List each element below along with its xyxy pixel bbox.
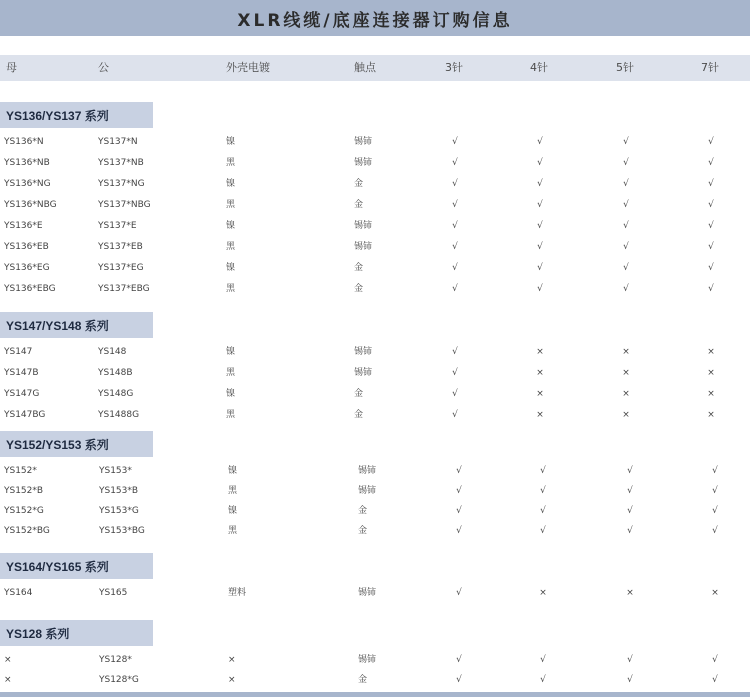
table-cell: √ — [537, 263, 543, 273]
table-cell: 锡铈 — [354, 347, 373, 357]
column-header-3pin: 3针 — [445, 61, 463, 74]
table-cell: √ — [537, 221, 543, 231]
table-cell: YS1488G — [98, 410, 140, 420]
column-header-row — [0, 55, 750, 81]
page-title: XLR线缆/底座连接器订购信息 — [237, 11, 513, 31]
table-cell: √ — [452, 347, 458, 357]
table-cell: × — [622, 410, 630, 420]
table-cell: × — [536, 389, 544, 399]
column-header-female: 母 — [6, 61, 17, 74]
table-cell: √ — [540, 526, 546, 536]
section-title: YS136/YS137 系列 — [6, 109, 109, 123]
table-cell: √ — [623, 137, 629, 147]
table-cell: YS147G — [4, 389, 40, 399]
bottom-divider — [0, 692, 750, 697]
table-cell: 镍 — [226, 179, 236, 189]
table-cell: √ — [623, 158, 629, 168]
table-cell: √ — [452, 368, 458, 378]
table-cell: 锡铈 — [354, 242, 373, 252]
table-cell: 镍 — [228, 506, 238, 516]
table-cell: √ — [712, 526, 718, 536]
table-cell: YS164 — [4, 588, 33, 598]
table-cell: √ — [627, 486, 633, 496]
section-title: YS152/YS153 系列 — [6, 438, 109, 452]
table-cell: 金 — [358, 506, 368, 516]
table-cell: YS152*BG — [4, 526, 50, 536]
table-cell: √ — [456, 655, 462, 665]
table-cell: 金 — [354, 263, 364, 273]
table-cell: 镍 — [228, 466, 238, 476]
table-cell: 黑 — [226, 200, 236, 210]
table-cell: YS153*BG — [99, 526, 145, 536]
table-cell: YS136*EG — [4, 263, 50, 273]
table-cell: √ — [708, 221, 714, 231]
section-header — [0, 102, 153, 128]
table-cell: YS137*EG — [98, 263, 144, 273]
table-cell: 镍 — [226, 347, 236, 357]
table-cell: YS148B — [98, 368, 133, 378]
table-cell: YS137*EB — [98, 242, 143, 252]
table-cell: 黑 — [226, 242, 236, 252]
table-cell: YS136*E — [4, 221, 43, 231]
table-cell: √ — [456, 506, 462, 516]
table-cell: 镍 — [226, 221, 236, 231]
table-cell: YS153*G — [99, 506, 139, 516]
table-cell: √ — [456, 675, 462, 685]
table-cell: 金 — [358, 675, 368, 685]
table-cell: √ — [456, 526, 462, 536]
table-cell: √ — [452, 200, 458, 210]
table-cell: √ — [712, 655, 718, 665]
table-cell: 镍 — [226, 263, 236, 273]
table-cell: √ — [452, 137, 458, 147]
table-cell: √ — [708, 263, 714, 273]
table-cell: √ — [452, 263, 458, 273]
table-cell: × — [707, 389, 715, 399]
table-cell: √ — [456, 466, 462, 476]
section-title: YS164/YS165 系列 — [6, 560, 109, 574]
table-cell: √ — [708, 158, 714, 168]
table-cell: 金 — [354, 410, 364, 420]
table-cell: YS136*NB — [4, 158, 50, 168]
table-cell: × — [539, 588, 547, 598]
table-cell: √ — [540, 675, 546, 685]
table-cell: × — [536, 368, 544, 378]
table-cell: 黑 — [226, 158, 236, 168]
table-cell: 黑 — [226, 410, 236, 420]
table-cell: YS137*NBG — [98, 200, 151, 210]
table-cell: √ — [452, 284, 458, 294]
table-cell: √ — [452, 242, 458, 252]
section-header — [0, 312, 153, 338]
table-cell: 锡铈 — [354, 137, 373, 147]
table-cell: × — [626, 588, 634, 598]
table-cell: YS148G — [98, 389, 134, 399]
table-cell: 锡铈 — [354, 368, 373, 378]
table-cell: √ — [537, 242, 543, 252]
table-cell: YS152*B — [4, 486, 44, 496]
table-cell: √ — [712, 675, 718, 685]
table-cell: √ — [627, 506, 633, 516]
table-cell: YS147B — [4, 368, 39, 378]
table-cell: √ — [537, 158, 543, 168]
table-cell: √ — [623, 284, 629, 294]
column-header-4pin: 4针 — [530, 61, 548, 74]
table-cell: √ — [627, 466, 633, 476]
table-cell: × — [622, 368, 630, 378]
table-cell: YS148 — [98, 347, 127, 357]
table-cell: √ — [623, 200, 629, 210]
table-cell: √ — [712, 506, 718, 516]
table-cell: 镍 — [226, 389, 236, 399]
table-cell: YS136*N — [4, 137, 44, 147]
table-cell: √ — [708, 179, 714, 189]
table-cell: √ — [540, 466, 546, 476]
section-title: YS147/YS148 系列 — [6, 319, 109, 333]
table-cell: YS152*G — [4, 506, 44, 516]
table-cell: × — [4, 655, 12, 665]
table-cell: YS137*N — [98, 137, 138, 147]
table-cell: √ — [452, 221, 458, 231]
section-header — [0, 620, 153, 646]
column-header-5pin: 5针 — [616, 61, 634, 74]
table-cell: √ — [540, 506, 546, 516]
table-cell: √ — [537, 137, 543, 147]
table-cell: 锡铈 — [354, 158, 373, 168]
table-cell: 锡铈 — [358, 466, 377, 476]
table-cell: 黑 — [228, 486, 238, 496]
table-cell: × — [536, 347, 544, 357]
table-cell: 金 — [354, 284, 364, 294]
table-cell: 金 — [354, 179, 364, 189]
table-cell: × — [228, 655, 236, 665]
column-header-7pin: 7针 — [701, 61, 719, 74]
section-header — [0, 553, 153, 579]
table-cell: √ — [537, 284, 543, 294]
table-cell: YS153*B — [99, 486, 139, 496]
table-cell: 金 — [358, 526, 368, 536]
table-cell: √ — [456, 486, 462, 496]
section-header — [0, 431, 153, 457]
column-header-male: 公 — [98, 61, 109, 74]
table-cell: √ — [708, 137, 714, 147]
table-cell: 黑 — [226, 284, 236, 294]
table-cell: × — [707, 347, 715, 357]
table-cell: √ — [537, 179, 543, 189]
table-cell: YS128* — [99, 655, 132, 665]
table-cell: √ — [623, 242, 629, 252]
table-cell: √ — [708, 200, 714, 210]
table-cell: YS147 — [4, 347, 33, 357]
table-cell: YS136*NBG — [4, 200, 57, 210]
table-cell: × — [711, 588, 719, 598]
table-cell: √ — [708, 242, 714, 252]
table-cell: YS136*EB — [4, 242, 49, 252]
table-cell: 锡铈 — [358, 588, 377, 598]
table-cell: √ — [627, 655, 633, 665]
section-title: YS128 系列 — [6, 627, 70, 641]
table-cell: YS136*NG — [4, 179, 51, 189]
table-cell: √ — [540, 655, 546, 665]
table-cell: 金 — [354, 200, 364, 210]
table-cell: YS137*NG — [98, 179, 145, 189]
table-cell: × — [622, 347, 630, 357]
table-cell: × — [536, 410, 544, 420]
table-cell: YS153* — [99, 466, 132, 476]
table-cell: 金 — [354, 389, 364, 399]
table-cell: √ — [627, 526, 633, 536]
table-cell: YS137*EBG — [98, 284, 150, 294]
table-cell: YS136*EBG — [4, 284, 56, 294]
table-cell: √ — [540, 486, 546, 496]
table-cell: √ — [712, 466, 718, 476]
table-cell: 黑 — [226, 368, 236, 378]
table-cell: YS152* — [4, 466, 37, 476]
table-cell: √ — [537, 200, 543, 210]
table-cell: × — [707, 410, 715, 420]
column-header-shell-plating: 外壳电镀 — [226, 61, 270, 74]
table-cell: × — [228, 675, 236, 685]
table-cell: 锡铈 — [358, 486, 377, 496]
table-cell: YS137*NB — [98, 158, 144, 168]
table-cell: YS137*E — [98, 221, 137, 231]
table-cell: × — [4, 675, 12, 685]
table-cell: × — [622, 389, 630, 399]
title-bar — [0, 0, 750, 36]
table-cell: 镍 — [226, 137, 236, 147]
table-cell: 塑料 — [228, 588, 247, 598]
table-cell: √ — [712, 486, 718, 496]
table-cell: √ — [623, 179, 629, 189]
table-cell: × — [707, 368, 715, 378]
table-cell: √ — [452, 158, 458, 168]
table-cell: YS128*G — [99, 675, 139, 685]
table-cell: √ — [623, 221, 629, 231]
table-cell: 锡铈 — [358, 655, 377, 665]
table-cell: YS147BG — [4, 410, 46, 420]
table-cell: YS165 — [99, 588, 128, 598]
column-header-contact: 触点 — [354, 61, 376, 74]
table-cell: √ — [452, 410, 458, 420]
table-cell: √ — [452, 179, 458, 189]
table-cell: √ — [627, 675, 633, 685]
table-cell: √ — [708, 284, 714, 294]
table-cell: √ — [623, 263, 629, 273]
table-cell: 锡铈 — [354, 221, 373, 231]
table-cell: √ — [456, 588, 462, 598]
table-cell: √ — [452, 389, 458, 399]
table-cell: 黑 — [228, 526, 238, 536]
